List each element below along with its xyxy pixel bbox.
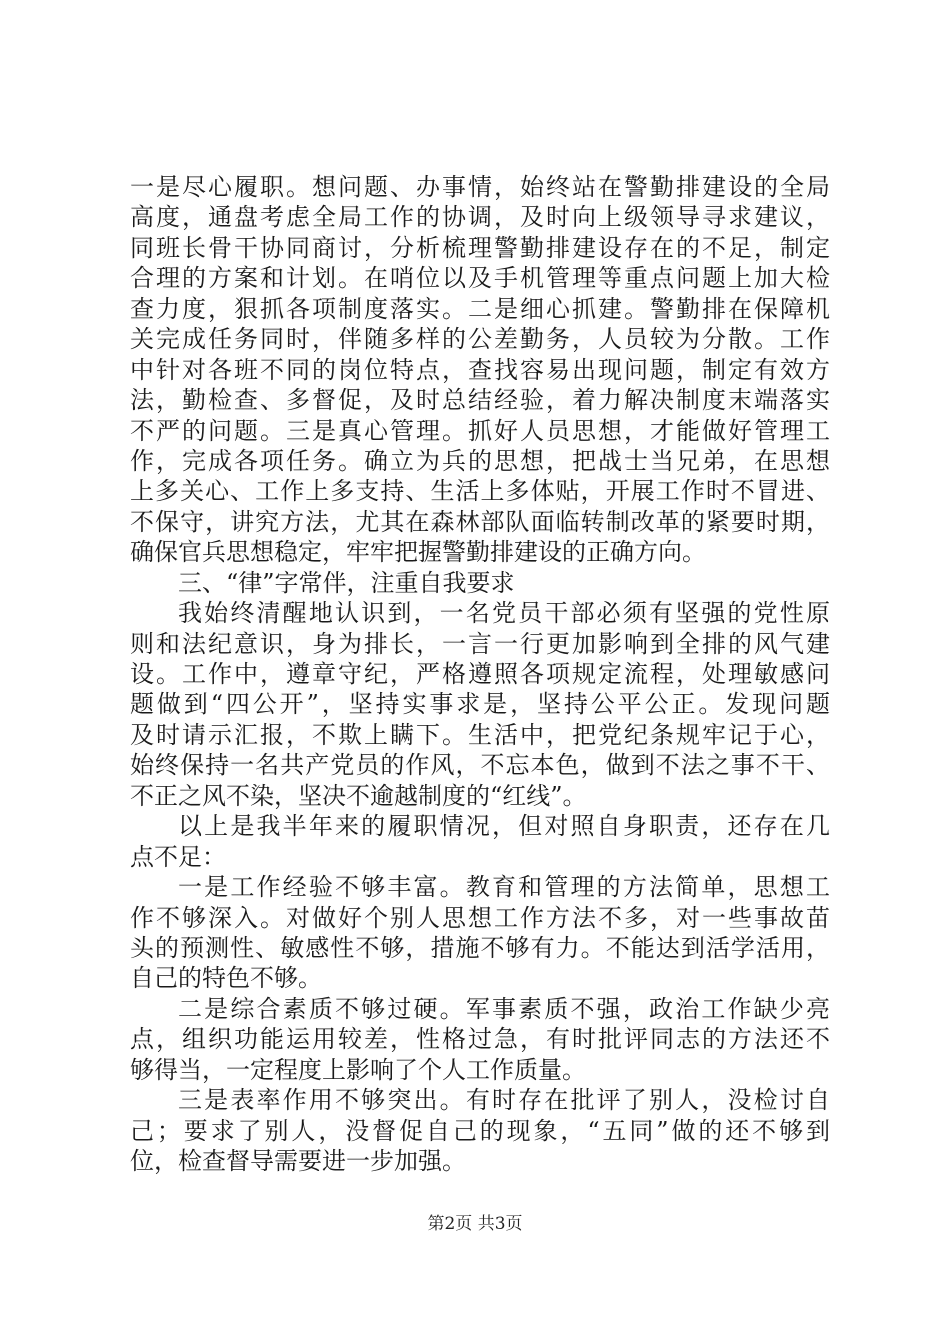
text-line: 查力度，狠抓各项制度落实。二是细心抓建。警勤排在保障机 [130,294,830,323]
text-line: 一是尽心履职。想问题、办事情，始终站在警勤排建设的全局 [130,173,830,201]
text-line: 一是工作经验不够丰富。教育和管理的方法简单，思想工 [178,873,830,902]
text-line: 则和法纪意识，身为排长，一言一行更加影响到全排的风气建 [130,629,830,658]
text-line: 以上是我半年来的履职情况，但对照自身职责，还存在几 [178,812,830,841]
text-line: 同班长骨干协同商讨，分析梳理警勤排建设存在的不足，制定 [130,233,830,262]
text-line: 不保守，讲究方法，尤其在森林部队面临转制改革的紧要时期， [130,507,830,536]
text-line: 己；要求了别人，没督促自己的现象，“五同”做的还不够到 [130,1116,830,1145]
text-line: 够得当，一定程度上影响了个人工作质量。 [130,1055,586,1084]
text-line: 三是表率作用不够突出。有时存在批评了别人，没检讨自 [178,1086,830,1115]
text-line: 作，完成各项任务。确立为兵的思想，把战士当兄弟，在思想 [130,446,830,475]
text-line: 点，组织功能运用较差，性格过急，有时批评同志的方法还不 [130,1025,830,1054]
text-line: 我始终清醒地认识到，一名党员干部必须有坚强的党性原 [178,599,830,628]
text-line: 作不够深入。对做好个别人思想工作方法不多，对一些事故苗 [130,903,830,932]
text-line: 中针对各班不同的岗位特点，查找容易出现问题，制定有效方 [130,355,830,384]
text-line: 及时请示汇报，不欺上瞒下。生活中，把党纪条规牢记于心， [130,720,830,749]
text-line: 确保官兵思想稳定，牢牢把握警勤排建设的正确方向。 [130,538,706,567]
page-footer [0,1212,950,1236]
text-line: 题做到“四公开”，坚持实事求是，坚持公平公正。发现问题 [130,690,830,719]
text-line: 三、“律”字常伴，注重自我要求 [178,568,515,597]
text-line: 点不足： [130,842,226,871]
document-body [130,172,830,1176]
text-line: 二是综合素质不够过硬。军事素质不强，政治工作缺少亮 [178,994,830,1023]
text-line: 位，检查督导需要进一步加强。 [130,1147,466,1175]
text-line: 高度，通盘考虑全局工作的协调，及时向上级领导寻求建议， [130,203,830,232]
text-line: 设。工作中，遵章守纪，严格遵照各项规定流程，处理敏感问 [130,660,830,688]
text-line: 头的预测性、敏感性不够，措施不够有力。不能达到活学活用， [130,933,830,962]
text-line: 始终保持一名共产党员的作风，不忘本色，做到不法之事不干、 [130,751,830,780]
text-line: 自己的特色不够。 [130,964,322,993]
text-line: 不严的问题。三是真心管理。抓好人员思想，才能做好管理工 [130,416,830,445]
text-line: 法，勤检查、多督促，及时总结经验，着力解决制度末端落实 [130,386,830,415]
text-line: 不正之风不染，坚决不逾越制度的“红线”。 [130,781,587,810]
text-line: 关完成任务同时，伴随多样的公差勤务，人员较为分散。工作 [130,325,830,354]
page-number-label: 第2页 共3页 [427,1214,523,1234]
text-line: 合理的方案和计划。在哨位以及手机管理等重点问题上加大检 [130,264,830,293]
text-line: 上多关心、工作上多支持、生活上多体贴，开展工作时不冒进、 [130,477,830,506]
